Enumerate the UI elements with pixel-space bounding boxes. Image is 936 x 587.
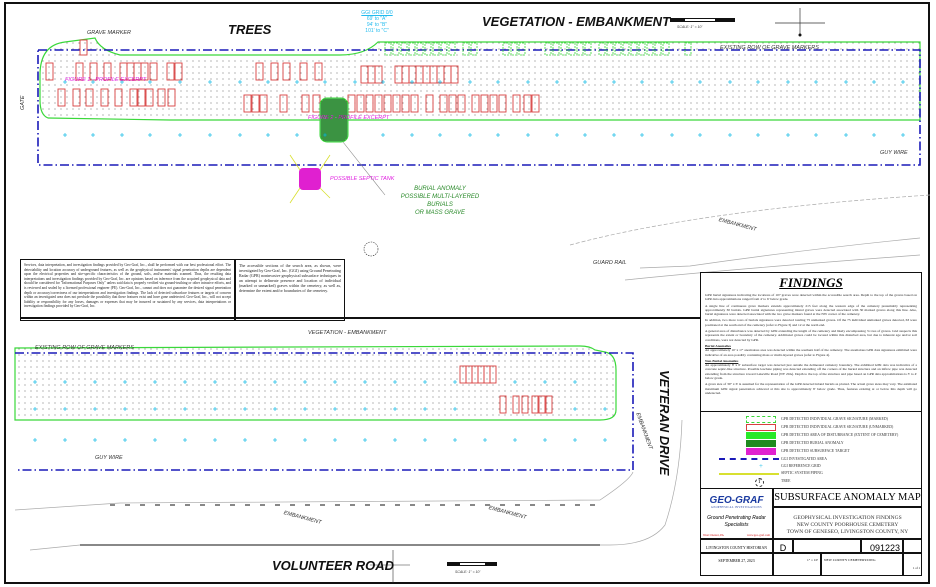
date-cell <box>701 553 773 575</box>
legend-label: TREE <box>781 479 791 483</box>
label-guard-rail: GUARD RAIL <box>593 260 627 266</box>
grid-line-c: 101' to "C" <box>365 28 389 34</box>
grid-line-a: 69' to "A" <box>366 16 388 22</box>
label-existing-row-bottom: EXISTING ROW OF GRAVE MARKERS <box>35 345 134 351</box>
disturbance-area-icon <box>746 432 776 439</box>
legend-item <box>701 470 921 478</box>
label-gate: GATE <box>20 95 26 110</box>
unmarked-grave-icon <box>746 424 776 431</box>
drawing-scale: 1" = 10' <box>806 558 818 562</box>
description-line3: TOWN OF GENESEO, LIVINGSTON COUNTY, NY <box>786 529 909 535</box>
company-location: West Chester, PA <box>703 533 724 537</box>
legend-item <box>701 416 921 424</box>
tree-icon: T <box>755 478 764 487</box>
non-burial-anomalies-text: An approximately 8' x 8' subsurface target was detected just outside the delineated cemetery boundary. The exhibited GPR data was indicative of a concrete septic-like structure. Possible leachate piping was detected extending off the corners of the buried structure and an inflow pipe was detected extending from the structure toward Lakeville Road (NY 20A). Depth to the top of the structure and pipe based on GPR data approximations is 3' to 4' below grade. <box>705 363 917 381</box>
label-embankment-bottom-3: EMBANKMENT <box>634 412 654 451</box>
title-block <box>700 488 922 576</box>
project-number: 091223 <box>869 543 900 553</box>
label-trees: TREES <box>228 22 272 37</box>
label-figure2-profile-excerpt: FIGURE 2 - PROFILE EXCERPT <box>308 115 390 121</box>
legend-item <box>701 432 921 440</box>
label-scale-top: SCALE: 1" = 10' <box>677 25 703 29</box>
label-septic-tank: POSSIBLE SEPTIC TANK <box>330 176 395 182</box>
marked-grave-icon <box>746 416 776 423</box>
subsurface-target-icon <box>746 448 776 455</box>
burial-anomaly-icon <box>746 440 776 447</box>
findings-paragraph: GPR burial signatures indicating the locations of 107 graves were detected within the accessible search area. Depth to the top of the graves based on GPR data approximations ranged from 4' to 6' below grade. <box>705 293 917 302</box>
sheet-number: 1 of 1 <box>913 566 920 570</box>
company-website[interactable]: www.geo-graf.com <box>746 533 770 537</box>
grid-origin-label <box>352 10 402 34</box>
scale-cell <box>773 553 821 575</box>
label-vegetation-embankment-bottom: VEGETATION - EMBANKMENT <box>308 330 387 336</box>
findings-panel <box>700 272 922 489</box>
burial-anomaly-line2: POSSIBLE MULTI-LAYERED <box>400 194 480 200</box>
scope-note-text: The accessible sections of the search area, as shown, were investigated by Geo-Graf, Inc. (GGI) using Ground Penetrating Radar (GPR) noninvasive geophysical subsurface techniques in an attempt to delineate presence and location of individual (marked or unmarked) graves within the cemetery, as well as, determine the extent and/or boundaries of the cemetery. <box>235 259 345 321</box>
drawing-number-cell <box>793 539 861 553</box>
legend-item <box>701 440 921 448</box>
label-embankment-top: EMBANKMENT <box>717 217 757 233</box>
burial-anomaly-line3: BURIALS <box>427 202 453 208</box>
map-title: SUBSURFACE ANOMALY MAP <box>774 492 921 503</box>
map-title-cell <box>773 489 921 507</box>
label-embankment-bottom-1: EMBANKMENT <box>282 510 322 526</box>
reference-grid-icon: + <box>759 462 763 470</box>
legend-item <box>701 448 921 456</box>
map-legend <box>701 411 921 490</box>
label-guy-wire-bottom: GUY WIRE <box>95 455 123 461</box>
revision-cell <box>903 539 921 553</box>
project-number-cell <box>861 539 903 553</box>
legend-item <box>701 478 921 486</box>
legend-label: GGI REFERENCE GRID <box>781 464 821 468</box>
company-logo-cell <box>701 489 773 539</box>
septic-piping-icon <box>719 473 779 475</box>
investigated-area-icon <box>719 458 779 461</box>
burial-anomalies-heading: Burial Anomalies <box>705 343 731 348</box>
filename-cell <box>821 553 903 575</box>
burial-anomalies-text: An approximately 10' x 17' anomalous area was detected within the southern half of the cemetery. The anomalous GPR data signatures exhibited were indicative of an area possibly containing mass or multi-layered graves (refer to Figure 4). <box>705 348 917 357</box>
legend-label: GPR DETECTED BURIAL ANOMALY <box>781 441 844 445</box>
label-existing-row-top: EXISTING ROW OF GRAVE MARKERS <box>720 45 819 51</box>
grave-size-note: A grave size of 30" x 6' is assumed for the representation of the GPR detected inland burials as plotted. The actual grave sizes may vary. The estimated maximum GPR signal penetration achieved at this site is approximately 8' below grade. Thus, features existing at or below this depth will go undetected. <box>705 382 917 395</box>
label-burial-anomaly <box>395 185 485 217</box>
label-vegetation-embankment: VEGETATION - EMBANKMENT <box>482 14 671 29</box>
size-cell <box>773 539 793 553</box>
drawing-filename: NEW COUNTY CEMETERY.DWG <box>824 558 876 562</box>
disclaimer-text: Services, data interpretation, and investigation findings provided by Geo-Graf, Inc., shall be performed with our best professional effort. The detectability and location accuracy of underground features, as well as the geophysical instruments' signal penetration depths are dependent upon the electrical properties and site-specific characteristics of the ground, soils, and/or materials scanned. Thus, the resulting data interpretations and investigation findings provided by Geo-Graf, Inc. are opinions based on inference from the acquired geophysical data and should be considered for "Informational Purposes Only" unless said data is properly verified via ground-truthing or other intrusive efforts, and is reviewed and sealed by a licensed professional engineer (PE). Geo-Graf, Inc., cannot and does not guarantee the desired signal penetration depth or accuracy/correctness of our interpretations and investigation findings. The lack of detected subsurface features or targets of concern within an investigated area does not preclude the possibility that these features exist and have gone undetected. Geo-Graf, Inc., will not accept liability or responsibility for any losses, damages or expenses that may be incurred or sustained by any services, data interpretations or investigation findings provided by Geo-Graf, Inc. <box>20 259 235 321</box>
findings-title: FINDINGS <box>779 275 843 290</box>
legend-label: GPR DETECTED INDIVIDUAL GRAVE SIGNATURE (UNMARKED) <box>781 425 894 429</box>
legend-item <box>701 424 921 432</box>
label-grave-marker: GRAVE MARKER <box>87 30 132 36</box>
legend-label: GPR DETECTED AREA OF DISTURBANCE (EXTENT OF CEMETERY) <box>781 433 899 437</box>
description-line2: NEW COUNTY POORHOUSE CEMETERY <box>796 522 899 528</box>
label-volunteer-road: VOLUNTEER ROAD <box>272 558 395 573</box>
project-description <box>774 515 921 536</box>
client-name: LIVINGSTON COUNTY HISTORIAN <box>706 546 767 550</box>
burial-anomaly-line1: BURIAL ANOMALY <box>414 186 466 192</box>
legend-label: GGI INVESTIGATED AREA <box>781 457 827 461</box>
legend-label: GPR DETECTED SUBSURFACE TARGET <box>781 449 850 453</box>
sheet-size: D <box>779 543 787 553</box>
report-date: SEPTEMBER 27, 2023 <box>718 559 755 563</box>
grid-line-b: 94' to "B" <box>366 22 388 28</box>
findings-paragraph: A single line of continuous grave markers extends approximately 215 feet along the western edge of the cemetery presumably representing approximately 30 burials. GPR burial signatures representing inland graves were detected associated with 30 marked graves along this line. Also, burial signatures were detected associated with the two grave markers found at the NW corner of the cemetery. <box>705 303 917 317</box>
findings-paragraph: A general area of disturbance was detected by GPR extending the length of the cemetery and likely encompassing 3 rows of graves. GGI suspects this represents the extent or boundary of the cemetery. Additional graves could be located within this disturbed area, but due to inherent age and/or soil conditions, were not detected by GPR. <box>705 329 917 342</box>
company-subtitle: GEOPHYSICAL INVESTIGATIONS <box>711 506 762 509</box>
label-embankment-bottom-2: EMBANKMENT <box>487 505 527 521</box>
label-guy-wire-top: GUY WIRE <box>880 150 908 156</box>
bottom-map <box>15 318 700 583</box>
findings-paragraph: In addition, two more rows of burials signatures were detected totaling 75 unmarked graves. Of the 75 individual unmarked graves detected, 63 were positioned at the south end of the cemetery (refer to Figure 3) and 12 at the north end. <box>705 318 917 327</box>
client-cell <box>701 539 773 553</box>
label-figure1-profile-excerpt: FIGURE 1 - PROFILE EXCERPT <box>65 77 147 83</box>
description-line1: GEOPHYSICAL INVESTIGATION FINDINGS <box>793 515 902 521</box>
legend-label: SEPTIC SYSTEM PIPING <box>781 471 823 475</box>
description-cell <box>773 507 921 539</box>
sheet-cell <box>903 553 921 575</box>
non-burial-anomalies-heading: Non-Burial Anomalies <box>705 358 739 363</box>
company-logo: GEO-GRAF <box>709 495 764 506</box>
burial-anomaly-line4: OR MASS GRAVE <box>414 210 465 216</box>
grid-title: GGI GRID 0/0 <box>361 10 393 16</box>
label-veteran-drive: VETERAN DRIVE <box>657 370 672 476</box>
legend-label: GPR DETECTED INDIVIDUAL GRAVE SIGNATURE (MARKED) <box>781 417 888 421</box>
label-scale-bottom: SCALE: 1" = 10' <box>455 570 481 574</box>
company-tagline: Ground Penetrating Radar Specialists <box>707 515 766 528</box>
